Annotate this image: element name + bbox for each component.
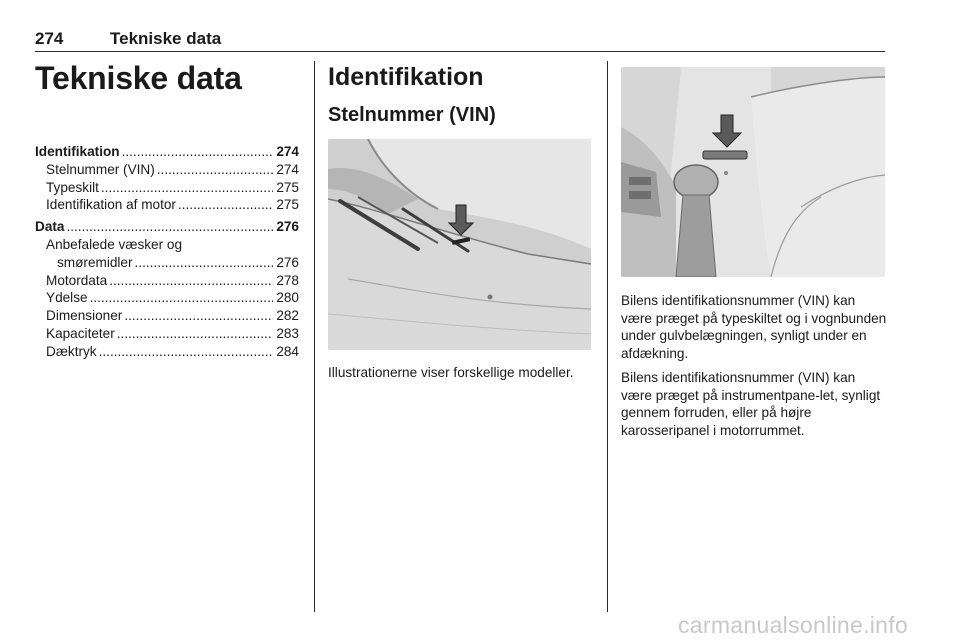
column-divider-left xyxy=(314,61,315,612)
running-header-title: Tekniske data xyxy=(110,29,222,48)
figure-caption: Illustrationerne viser forskellige modeller. xyxy=(328,365,574,380)
vin-paragraph-instrument: Bilens identifikationsnummer (VIN) kan være præget på instrumentpane-let, synligt gennem forruden, eller på højre karosseripanel i motorrummet. xyxy=(621,370,881,438)
windshield-vin-illustration xyxy=(328,139,591,350)
table-of-contents xyxy=(35,143,299,361)
toc-entry-typeskilt[interactable]: Typeskilt ..... 275 xyxy=(35,179,299,197)
toc-entry-ydelse[interactable]: Ydelse ..... 280 xyxy=(35,289,299,307)
toc-entry-dimensioner[interactable]: Dimensioner ..... 282 xyxy=(35,307,299,325)
toc-entry-kapaciteter[interactable]: Kapaciteter ..... 283 xyxy=(35,325,299,343)
toc-entry-vaesker[interactable]: Anbefalede væsker og smøremidler ..... 276 xyxy=(35,236,299,272)
subsection-title: Stelnummer (VIN) xyxy=(328,104,496,126)
toc-entry-identifikation[interactable]: Identifikation ..... 274 xyxy=(35,143,299,161)
header-rule xyxy=(35,51,885,52)
column-divider-right xyxy=(607,61,608,612)
toc-entry-daektryk[interactable]: Dæktryk ..... 284 xyxy=(35,343,299,361)
floor-vin-illustration xyxy=(621,67,885,277)
section-title: Identifikation xyxy=(328,63,484,91)
page-number: 274 xyxy=(35,29,64,48)
chapter-title: Tekniske data xyxy=(35,60,242,96)
vin-paragraph-floor: Bilens identifikationsnummer (VIN) kan være præget på typeskiltet og i vognbunden under gulvbelægningen, synligt under en afdækning. xyxy=(621,293,887,361)
toc-entry-data[interactable]: Data ..... 276 xyxy=(35,218,299,236)
toc-entry-motordata[interactable]: Motordata ..... 278 xyxy=(35,272,299,290)
watermark: carmanualsonline.info xyxy=(678,612,909,638)
toc-entry-motor-identifikation[interactable]: Identifikation af motor ..... 275 xyxy=(35,196,299,214)
toc-entry-stelnummer[interactable]: Stelnummer (VIN) ..... 274 xyxy=(35,161,299,179)
